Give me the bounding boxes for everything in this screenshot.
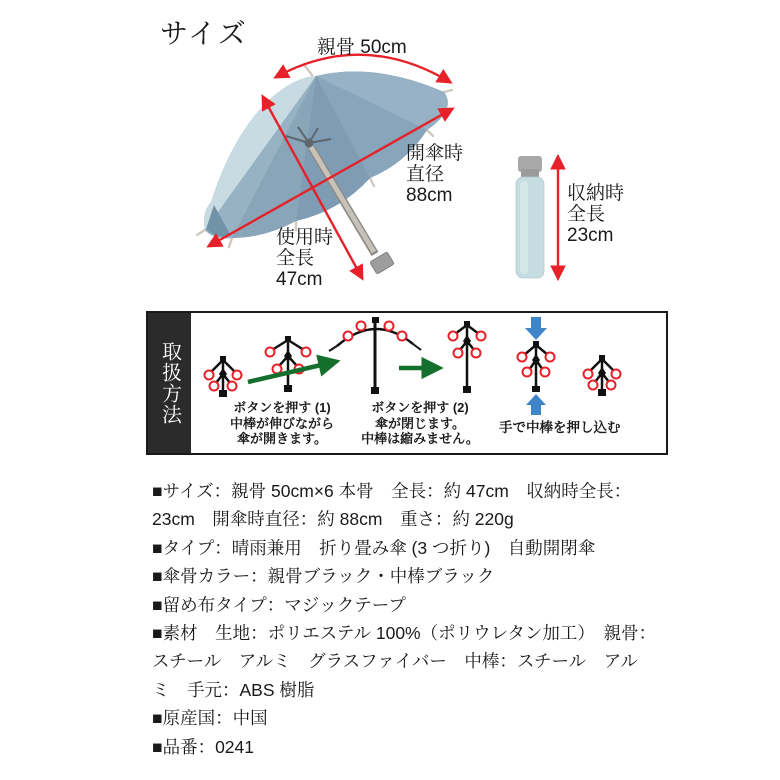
open-diameter-label: 開傘時 直径 88cm — [406, 143, 464, 206]
in-use-length-label: 使用時 全長 47cm — [276, 227, 334, 290]
step3-caption: 手で中棒を押し込む — [499, 420, 621, 435]
spec-line: ■傘骨カラー：親骨ブラック・中棒ブラック — [152, 566, 495, 587]
push-down-arrow-icon — [525, 317, 547, 340]
green-arrow-icon — [248, 362, 334, 382]
spec-line: ■タイプ：晴雨兼用 折り畳み傘 (3 つ折り) 自動開閉傘 — [152, 537, 596, 558]
push-umbrella-icon — [524, 345, 548, 388]
spec-line: ミ 手元：ABS 樹脂 — [152, 679, 315, 700]
folded-umbrella-illustration — [516, 156, 544, 278]
specs-list — [152, 477, 657, 761]
rib-length-label: 親骨 50cm — [317, 37, 407, 58]
spec-line: ■品番：0241 — [152, 736, 255, 757]
handling-side-label: 取扱方法 — [158, 341, 181, 425]
spec-line: ■素材 生地：ポリエステル 100%（ポリウレタン加工） 親骨： — [152, 623, 657, 644]
handling-instructions-box — [146, 311, 668, 455]
spec-line: ■留め布タイプ：マジックテープ — [152, 594, 406, 615]
spec-line: ■原産国：中国 — [152, 708, 268, 729]
step2-caption: ボタンを押す (2) 傘が閉じます。 中棒は縮みません。 — [361, 400, 479, 446]
handle — [370, 252, 394, 274]
spec-line: スチール アルミ グラスファイバー 中棒：スチール アル — [152, 651, 638, 672]
step1-caption: ボタンを押す (1) 中棒が伸びながら 傘が開きます。 — [229, 400, 334, 446]
handling-side-bar — [148, 313, 191, 453]
spec-line: ■サイズ：親骨 50cm×6 本骨 全長：約 47cm 収納時全長： — [152, 481, 632, 501]
opening-umbrella-icon — [272, 340, 304, 386]
spec-line: 23cm 開傘時直径：約 88cm 重さ：約 220g — [152, 509, 514, 530]
open-umbrella-icon — [329, 323, 421, 388]
push-up-arrow-icon — [526, 394, 546, 415]
page-title: サイズ — [160, 18, 248, 49]
stored-length-label: 収納時 全長 23cm — [567, 183, 625, 246]
